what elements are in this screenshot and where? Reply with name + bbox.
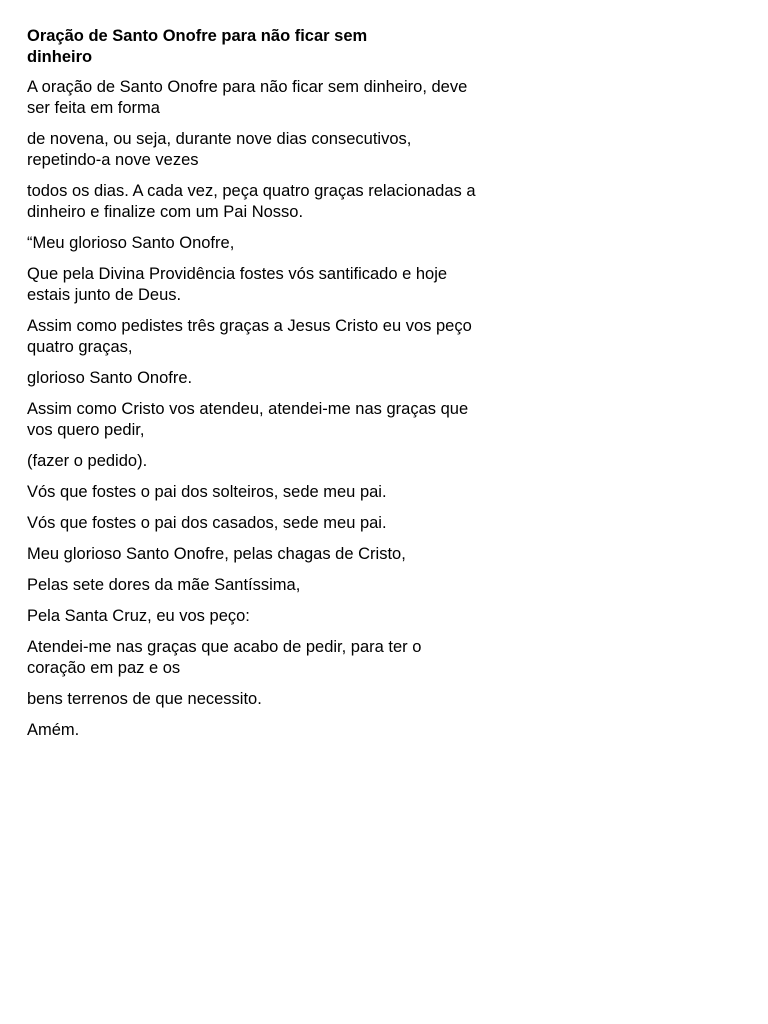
paragraph: todos os dias. A cada vez, peça quatro graças relacionadas a dinheiro e finalize com um Pai Nosso.	[27, 182, 476, 221]
document-page	[27, 26, 482, 751]
paragraph: bens terrenos de que necessito.	[27, 690, 262, 708]
paragraph: Vós que fostes o pai dos solteiros, sede meu pai.	[27, 483, 387, 501]
paragraph: de novena, ou seja, durante nove dias consecutivos, repetindo-a nove vezes	[27, 130, 412, 169]
paragraph: Pelas sete dores da mãe Santíssima,	[27, 576, 301, 594]
paragraph: Amém.	[27, 721, 80, 739]
paragraph: Vós que fostes o pai dos casados, sede meu pai.	[27, 514, 387, 532]
paragraph: Pela Santa Cruz, eu vos peço:	[27, 607, 250, 625]
document-title: Oração de Santo Onofre para não ficar sem dinheiro	[27, 27, 368, 66]
paragraph: Meu glorioso Santo Onofre, pelas chagas de Cristo,	[27, 545, 406, 563]
paragraph: glorioso Santo Onofre.	[27, 369, 193, 387]
paragraph: “Meu glorioso Santo Onofre,	[27, 234, 235, 252]
paragraph: Atendei-me nas graças que acabo de pedir, para ter o coração em paz e os	[27, 638, 422, 677]
paragraph: A oração de Santo Onofre para não ficar sem dinheiro, deve ser feita em forma	[27, 78, 468, 117]
paragraph: Assim como Cristo vos atendeu, atendei-me nas graças que vos quero pedir,	[27, 400, 469, 439]
paragraph: Que pela Divina Providência fostes vós santificado e hoje estais junto de Deus.	[27, 265, 448, 304]
paragraph: (fazer o pedido).	[27, 452, 148, 470]
paragraph: Assim como pedistes três graças a Jesus Cristo eu vos peço quatro graças,	[27, 317, 472, 356]
